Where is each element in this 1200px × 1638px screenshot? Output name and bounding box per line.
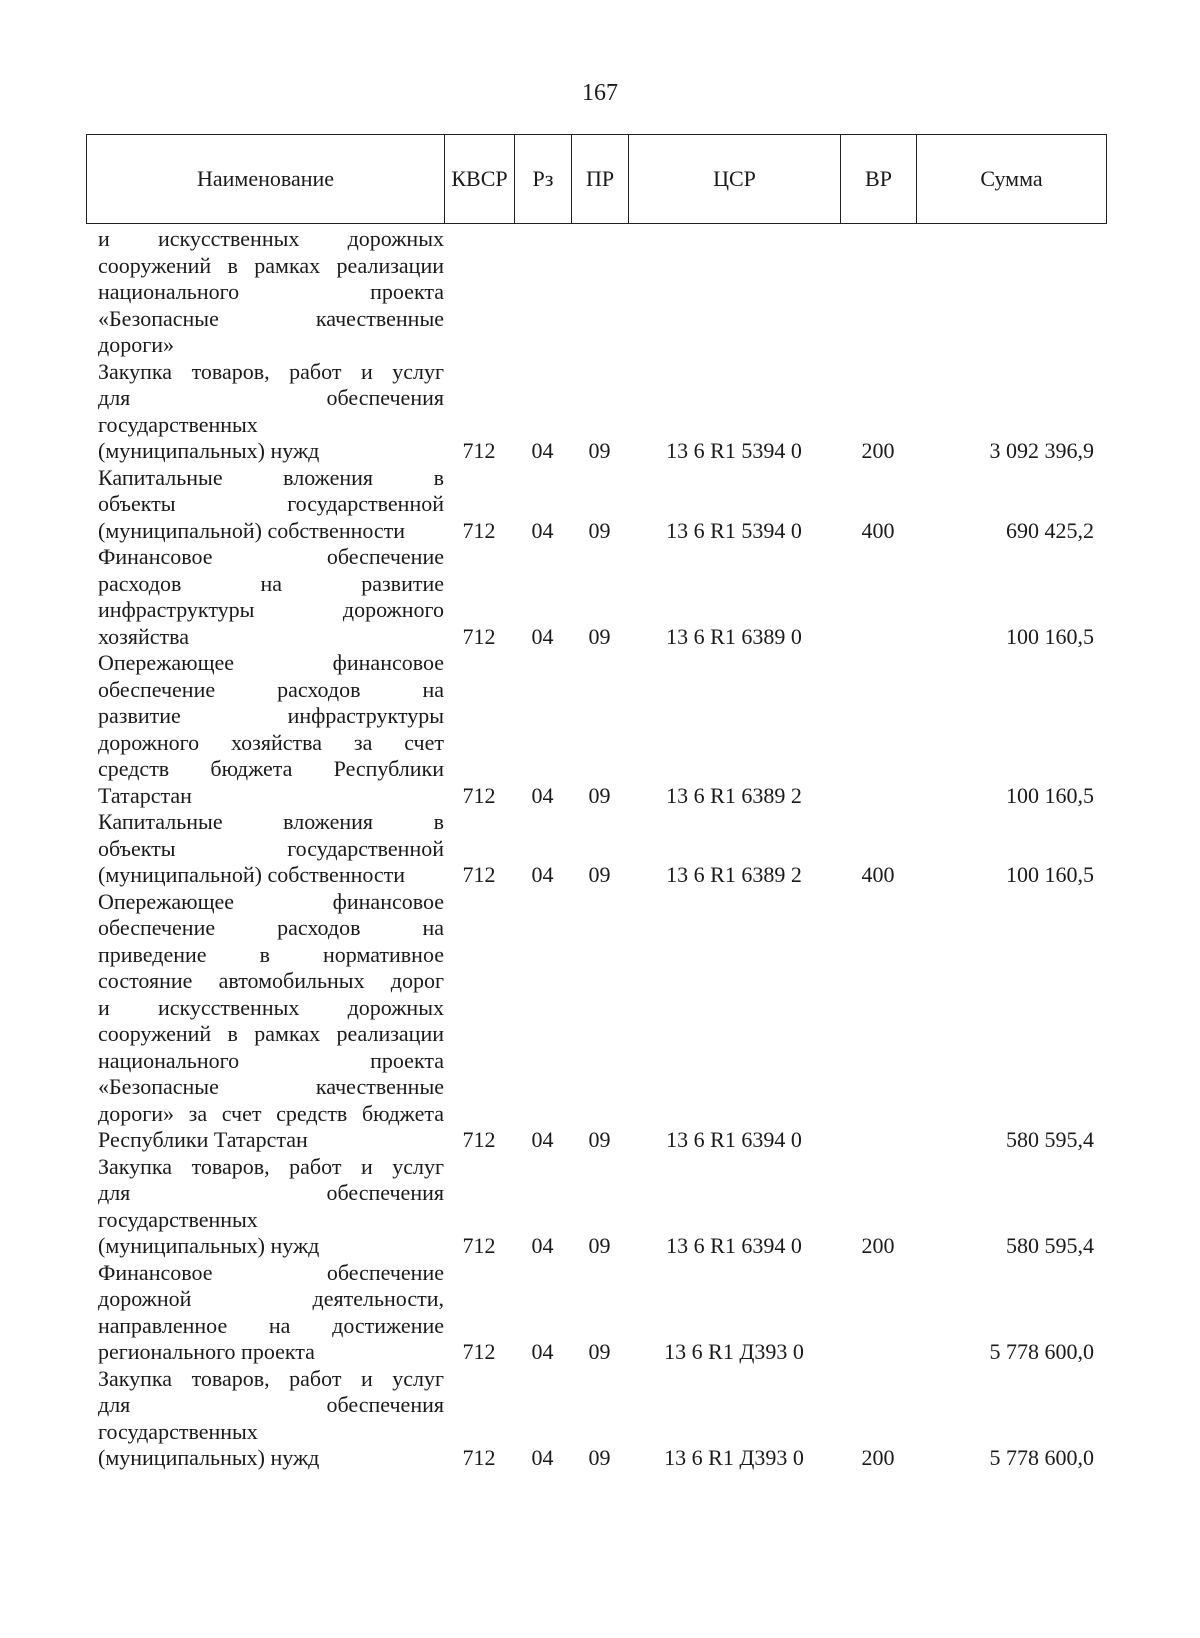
cell-kvsr: 712: [462, 1445, 496, 1470]
table-row: [86, 1154, 1121, 1260]
cell-sum: 580 595,4: [1006, 1233, 1094, 1258]
cell-vr: 200: [861, 438, 895, 463]
cell-name-line: регионального проекта: [98, 1339, 315, 1364]
cell-name-line: Закупка товаров, работ и услуг: [98, 1153, 444, 1179]
cell-name-line: Закупка товаров, работ и услуг: [98, 1365, 444, 1391]
table-row: [86, 809, 1121, 889]
cell-kvsr: 712: [462, 862, 496, 887]
table-row: [86, 226, 1121, 359]
cell-name: [86, 889, 444, 1154]
table-row: [86, 650, 1121, 809]
cell-sum: 100 160,5: [1006, 862, 1094, 887]
cell-name-line: сооружений в рамках реализации: [98, 1021, 444, 1046]
cell-rz: 04: [531, 1339, 554, 1364]
cell-name-line: Опережающее финансовое: [98, 650, 444, 675]
cell-name: [86, 650, 444, 809]
cell-pr: 09: [588, 517, 611, 543]
cell-kvsr: 712: [462, 1339, 496, 1364]
cell-kvsr: 712: [462, 623, 496, 649]
cell-vr: 400: [861, 862, 895, 887]
cell-name-line: состояние автомобильных дорог: [98, 968, 444, 993]
cell-name-line: для обеспечения: [98, 1180, 444, 1205]
page-number: 167: [582, 80, 618, 106]
cell-name-line: дороги» за счет средств бюджета: [98, 1100, 444, 1126]
cell-name-line: «Безопасные качественные: [98, 305, 444, 331]
header-rz: Рз: [515, 135, 572, 224]
header-kvsr: КВСР: [445, 135, 515, 224]
cell-kvsr: 712: [462, 517, 496, 543]
cell-name-line: (муниципальных) нужд: [98, 1445, 320, 1470]
cell-rz: 04: [531, 1233, 554, 1258]
cell-sum: 5 778 600,0: [989, 1445, 1094, 1470]
table-row: [86, 359, 1121, 465]
cell-sum: 100 160,5: [1006, 782, 1094, 808]
cell-pr: 09: [588, 782, 611, 808]
cell-name-line: дорожной деятельности,: [98, 1286, 444, 1311]
cell-name-line: дороги»: [98, 332, 174, 357]
cell-name-line: расходов на развитие: [98, 570, 444, 596]
cell-name: [86, 809, 444, 889]
table-row: [86, 1260, 1121, 1366]
cell-name-line: национального проекта: [98, 279, 444, 304]
cell-name-line: государственных: [98, 411, 258, 437]
cell-name-line: Татарстан: [98, 782, 192, 808]
cell-name-line: Республики Татарстан: [98, 1127, 308, 1152]
cell-sum: 100 160,5: [1006, 623, 1094, 649]
cell-name-line: Финансовое обеспечение: [98, 1259, 444, 1285]
cell-csr: 13 6 R1 6394 0: [666, 1233, 802, 1258]
cell-csr: 13 6 R1 6389 2: [666, 862, 802, 887]
cell-name-line: «Безопасные качественные: [98, 1074, 444, 1099]
cell-name-line: Финансовое обеспечение: [98, 544, 444, 569]
cell-name: [86, 544, 444, 650]
cell-name-line: объекты государственной: [98, 491, 444, 516]
cell-name-line: для обеспечения: [98, 1392, 444, 1417]
cell-kvsr: 712: [462, 438, 496, 463]
header-pr: ПР: [572, 135, 629, 224]
cell-kvsr: 712: [462, 1127, 496, 1152]
cell-name-line: для обеспечения: [98, 385, 444, 410]
cell-vr: 200: [861, 1233, 895, 1258]
cell-rz: 04: [531, 623, 554, 649]
cell-pr: 09: [588, 862, 611, 887]
cell-pr: 09: [588, 1339, 611, 1364]
table-row: [86, 544, 1121, 650]
header-name: Наименование: [87, 135, 445, 224]
cell-name-line: Опережающее финансовое: [98, 888, 444, 914]
cell-rz: 04: [531, 517, 554, 543]
cell-name-line: инфраструктуры дорожного: [98, 597, 444, 622]
cell-name-line: сооружений в рамках реализации: [98, 252, 444, 278]
cell-name-line: и искусственных дорожных: [98, 994, 444, 1020]
cell-name: [86, 226, 444, 359]
cell-name-line: приведение в нормативное: [98, 941, 444, 967]
cell-csr: 13 6 R1 Д393 0: [664, 1445, 804, 1470]
cell-csr: 13 6 R1 6389 0: [666, 623, 802, 649]
cell-sum: 690 425,2: [1006, 517, 1094, 543]
cell-name: [86, 1366, 444, 1472]
cell-name-line: государственных: [98, 1206, 258, 1232]
cell-name-line: (муниципальных) нужд: [98, 438, 320, 463]
cell-pr: 09: [588, 623, 611, 649]
cell-rz: 04: [531, 782, 554, 808]
cell-name-line: направленное на достижение: [98, 1312, 444, 1338]
cell-name-line: (муниципальной) собственности: [98, 862, 406, 887]
cell-vr: 400: [861, 517, 895, 543]
cell-pr: 09: [588, 1127, 611, 1152]
cell-sum: 3 092 396,9: [989, 438, 1094, 463]
cell-pr: 09: [588, 1445, 611, 1470]
cell-pr: 09: [588, 438, 611, 463]
cell-name-line: обеспечение расходов на: [98, 676, 444, 702]
cell-kvsr: 712: [462, 782, 496, 808]
cell-name: [86, 465, 444, 545]
cell-name-line: дорожного хозяйства за счет: [98, 729, 444, 755]
cell-kvsr: 712: [462, 1233, 496, 1258]
cell-csr: 13 6 R1 6394 0: [666, 1127, 802, 1152]
cell-name-line: обеспечение расходов на: [98, 915, 444, 940]
cell-rz: 04: [531, 1445, 554, 1470]
cell-name: [86, 1154, 444, 1260]
cell-name-line: (муниципальной) собственности: [98, 517, 406, 543]
cell-name-line: и искусственных дорожных: [98, 226, 444, 251]
cell-name: [86, 1260, 444, 1366]
cell-name-line: объекты государственной: [98, 835, 444, 861]
table-row: [86, 465, 1121, 545]
cell-name-line: Закупка товаров, работ и услуг: [98, 358, 444, 384]
cell-name-line: развитие инфраструктуры: [98, 703, 444, 728]
table-row: [86, 1366, 1121, 1472]
cell-pr: 09: [588, 1233, 611, 1258]
cell-name-line: средств бюджета Республики: [98, 756, 444, 781]
table-body: [86, 226, 1121, 1472]
cell-rz: 04: [531, 438, 554, 463]
cell-csr: 13 6 R1 5394 0: [666, 517, 802, 543]
header-vr: ВР: [841, 135, 917, 224]
cell-vr: 200: [861, 1445, 895, 1470]
header-csr: ЦСР: [629, 135, 841, 224]
cell-csr: 13 6 R1 5394 0: [666, 438, 802, 463]
cell-name-line: Капитальные вложения в: [98, 809, 444, 834]
cell-name-line: (муниципальных) нужд: [98, 1233, 320, 1258]
cell-csr: 13 6 R1 6389 2: [666, 782, 802, 808]
cell-csr: 13 6 R1 Д393 0: [664, 1339, 804, 1364]
header-sum: Сумма: [917, 135, 1107, 224]
cell-rz: 04: [531, 862, 554, 887]
cell-rz: 04: [531, 1127, 554, 1152]
cell-sum: 580 595,4: [1006, 1127, 1094, 1152]
cell-name: [86, 359, 444, 465]
cell-name-line: Капитальные вложения в: [98, 464, 444, 490]
table-row: [86, 889, 1121, 1154]
cell-name-line: государственных: [98, 1418, 258, 1444]
table-header: [86, 134, 1107, 224]
cell-name-line: хозяйства: [98, 623, 189, 649]
cell-sum: 5 778 600,0: [989, 1339, 1094, 1364]
cell-name-line: национального проекта: [98, 1047, 444, 1073]
